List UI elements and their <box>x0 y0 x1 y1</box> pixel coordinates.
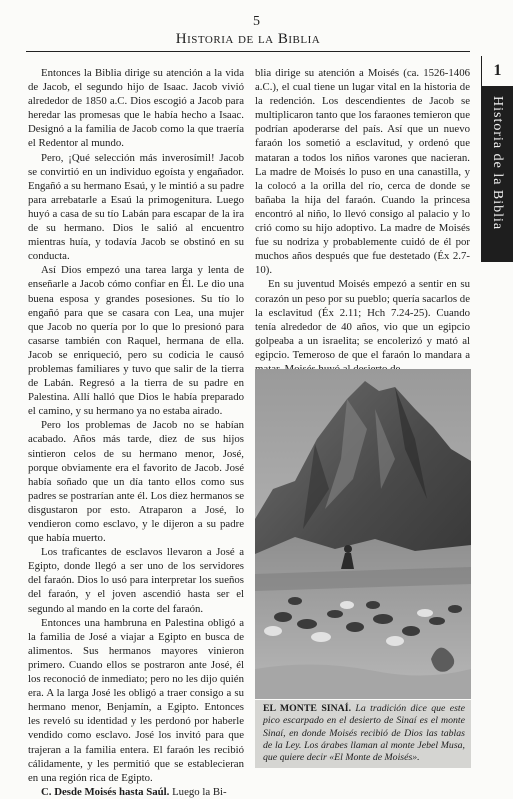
paragraph: Pero, ¡Qué selección más inverosímil! Jacob se convirtió en un individuo egoísta y engañador. Engañó a su hermano Esaú, y le mintió a su padre para arrebatarle a Esaú la primogenitura. Luego huyó a casa de su tío Labán para escapar de la ira de su hermano. Dios le salió al encuentro mientras huía, y todavía Jacob se obstinó en su conducta. <box>28 151 244 263</box>
paragraph: Pero los problemas de Jacob no se habían acabado. Años más tarde, diez de sus hijos sintieron celos de su hermano menor, José, porque obviamente era el favorito de Jacob. José había soñado que un día tanto ellos como sus padres se postrarían ante él. Los diez hermanos se disgustaron por esto. Atraparon a José, lo vendieron como esclavo, y le dijeron a su padre que había muerto. <box>28 419 244 545</box>
section-paragraph <box>28 785 244 799</box>
paragraph: Los traficantes de esclavos llevaron a José a Egipto, donde llegó a ser uno de los servidores del faraón. Dios lo usó para interpretar los sueños del faraón, y el joven ascendió hasta ser el segundo al mando en la corte del faraón. <box>28 546 244 615</box>
paragraph: Así Dios empezó una tarea larga y lenta de enseñarle a Jacob cómo confiar en Él. Le dio una buena esposa y grandes posesiones. Su tío lo engañó para que se casara con Lea, una mujer que Jacob no quería por lo que lo presionó para casarse también con Raquel, hermana de ella. Jacob se enriqueció, pero su codicia le causó problemas familiares y tuvo que salir de la tierra de Labán. Regresó a la tierra de su padre en Palestina. Allí halló que Dios le había preparado el camino, y su hermano ya no estaba airado. <box>28 264 244 418</box>
section-heading: C. Desde Moisés hasta Saúl. <box>41 785 170 798</box>
mountain-landscape-image <box>255 369 471 699</box>
paragraph: Entonces la Biblia dirige su atención a la vida de Jacob, el segundo hijo de Isaac. Jacob vivió alrededor de 1850 a.C. Dios escogió a Jacob para heredar las promesas que le había hecho a Isaac. Designó a la familia de Jacob como la que traería el Redentor al mundo. <box>28 67 244 150</box>
photo-caption <box>255 700 471 768</box>
paragraph: Entonces una hambruna en Palestina obligó a la familia de José a viajar a Egipto en busca de alimentos. Sus hermanos mayores vinieron primero. Cuando ellos se postraron ante José, él los reconoció de inmediato; pero no les dijo quién era. A la larga José les obligó a traer consigo a su hermano menor, Benjamín, a Egipto. Entonces les reveló su identidad y les perdonó por haberle vendido como esclavo. José los invitó para que trajeran a la familia entera. El faraón les recibió cálidamente, y les permitió que se establecieran en una región rica de Egipto. <box>28 616 244 784</box>
mount-sinai-photo <box>255 369 471 699</box>
caption-title: EL MONTE SINAÍ. <box>263 703 352 714</box>
paragraph: En su juventud Moisés empezó a sentir en su corazón un peso por su pueblo; quería sacarlos de la esclavitud (Éx 2.11; Hch 7.24-25). Cuando tenía alrededor de 40 años, vio que un egipcio golpeaba a un israelita; se encolerizó y mató al egipcio. Temeroso de que el faraón lo mandara a <box>255 278 470 361</box>
chapter-tab <box>481 56 513 262</box>
page-number: 5 <box>253 14 260 29</box>
running-head <box>26 31 470 52</box>
right-column <box>255 66 470 376</box>
running-title: Historia de la Biblia <box>175 31 321 47</box>
left-column <box>28 66 244 799</box>
section-lead: Luego la Bi- <box>172 785 227 798</box>
chapter-number: 1 <box>481 56 513 86</box>
caption-text: La tradición dice que este pico escarpado en el desierto de Sinaí es el monte Sinaí, en donde Moisés recibió de Dios las tablas de la Ley. Los árabes llaman al monte Jebel Musa, que quiere decir «El Monte de Moisés». <box>263 703 465 764</box>
chapter-tab-label: Historia de la Biblia <box>490 96 505 231</box>
paragraph: blia dirige su atención a Moisés (ca. 1526-1406 a.C.), el cual tiene un lugar vital en la historia de la redención. Los descendientes de Jacob se multiplicaron tanto que los faraones temieron que podrían apoderarse del país. Así que un nuevo faraón los sometió a esclavitud, y ordenó que mataran a todos los niños varones que nacieran. La madre de Moisés lo puso en una canastilla, y la colocó a la orilla del río, cerca de donde se bañaba la hija del faraón. Cuando la princesa encontró al niño, lo llevó consigo al palacio y lo crió como su hijo adoptivo. La madre de Moisés fue su nodriza y probablemente cuidó de él por muchos años después que fue destetado (Éx 2.7-10). <box>255 67 470 277</box>
